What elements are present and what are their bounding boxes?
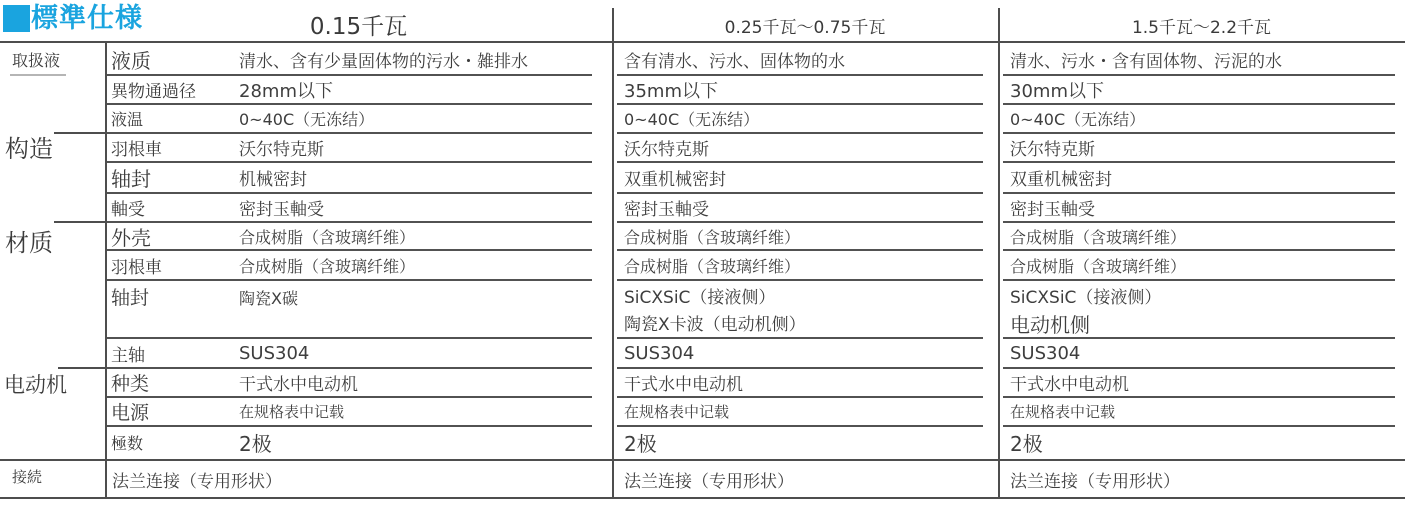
table-row — [615, 368, 993, 397]
cell-value — [1001, 280, 1401, 339]
group-divider-structure — [54, 132, 105, 134]
cell-value: 0~40C（无冻结） — [1010, 110, 1146, 129]
cell-value: SUS304 — [1010, 342, 1081, 364]
cell-value: 沃尔特克斯 — [1010, 140, 1095, 160]
row-label: 轴封 — [111, 287, 150, 309]
cell-value: 0~40C（无冻结） — [239, 110, 375, 129]
table-row — [615, 75, 993, 104]
row-label: 种类 — [111, 373, 150, 395]
table-row — [107, 397, 608, 426]
table-row — [615, 338, 993, 368]
cell-value: 密封玉軸受 — [624, 200, 709, 220]
table-row — [1001, 133, 1401, 162]
cell-value: 机械密封 — [239, 170, 307, 190]
column-header-1-5-2-2kw: 1.5千瓦～2.2千瓦 — [1131, 18, 1272, 38]
cell-value: 陶瓷X碳 — [239, 289, 298, 308]
cell-value: 在规格表中记载 — [624, 403, 730, 421]
table-row — [615, 426, 993, 459]
row-label: 主轴 — [111, 345, 145, 366]
table-row — [1001, 75, 1401, 104]
table-row — [1001, 250, 1401, 280]
cell-value: 密封玉軸受 — [1010, 200, 1095, 220]
group-label-connection: 接続 — [12, 468, 43, 486]
group-label-handled-liquid: 取扱液 — [12, 51, 61, 70]
table-row — [107, 250, 608, 280]
cell-value: 在规格表中记载 — [1010, 403, 1116, 421]
row-label: 液质 — [111, 48, 151, 73]
cell-value: 0~40C（无冻结） — [624, 110, 760, 129]
table-row — [107, 368, 608, 397]
table-row — [615, 104, 993, 133]
table-row — [107, 222, 608, 250]
table-row — [107, 459, 608, 499]
table-row — [615, 43, 993, 75]
cell-value: 合成树脂（含玻璃纤维） — [624, 227, 801, 247]
table-row — [615, 133, 993, 162]
cell-value: 28mm以下 — [239, 80, 333, 102]
cell-value: 沃尔特克斯 — [624, 140, 709, 160]
cell-value: 干式水中电动机 — [624, 375, 743, 395]
row-label: 轴封 — [111, 167, 151, 191]
cell-value: SUS304 — [239, 342, 310, 364]
group-label-material: 材质 — [5, 229, 53, 257]
row-label: 液温 — [111, 110, 144, 129]
cell-value: 法兰连接（专用形状） — [624, 471, 794, 492]
cell-value: 双重机械密封 — [624, 170, 726, 190]
table-row — [615, 459, 993, 499]
cell-value: 在规格表中记载 — [239, 403, 345, 421]
row-label: 外壳 — [111, 225, 151, 250]
table-row — [1001, 162, 1401, 193]
table-row — [1001, 368, 1401, 397]
group-divider-liquid — [10, 74, 66, 76]
group-divider-material — [54, 221, 105, 223]
row-label: 羽根車 — [111, 140, 162, 160]
column-0-25-0-75kw — [615, 43, 993, 499]
cell-value: 2极 — [624, 432, 657, 456]
cell-value: 法兰连接（专用形状） — [1010, 471, 1180, 492]
column-header-0-15kw: 0.15千瓦 — [309, 14, 408, 40]
table-row — [107, 43, 608, 75]
column-1-5-2-2kw — [1001, 43, 1401, 499]
table-row — [615, 162, 993, 193]
cell-value: 合成树脂（含玻璃纤维） — [239, 256, 416, 276]
title-square-icon — [3, 5, 30, 32]
column-divider-2 — [612, 8, 614, 497]
cell-value — [615, 280, 993, 339]
table-row — [615, 193, 993, 222]
cell-value-line1: SiCXSiC（接液侧） — [1010, 288, 1162, 308]
cell-value-line1: SiCXSiC（接液侧） — [624, 288, 776, 308]
row-label: 軸受 — [111, 200, 145, 220]
table-row — [1001, 459, 1401, 499]
cell-value: 清水、含有少量固体物的污水・雑排水 — [239, 51, 528, 72]
cell-value: 沃尔特克斯 — [239, 140, 324, 160]
cell-value: 2极 — [1010, 432, 1043, 456]
row-label: 異物通過径 — [111, 82, 196, 102]
table-row — [615, 222, 993, 250]
table-row — [107, 280, 608, 338]
table-row — [1001, 338, 1401, 368]
cell-value: 法兰连接（专用形状） — [112, 471, 282, 492]
cell-value: 合成树脂（含玻璃纤维） — [1010, 227, 1187, 247]
table-row — [1001, 426, 1401, 459]
cell-value: 干式水中电动机 — [1010, 375, 1129, 395]
table-row — [107, 104, 608, 133]
cell-value-line2: 陶瓷X卡波（电动机侧） — [624, 315, 806, 335]
cell-value: 双重机械密封 — [1010, 170, 1112, 190]
table-row — [107, 133, 608, 162]
row-label: 羽根車 — [111, 257, 162, 278]
cell-value: SUS304 — [624, 342, 695, 364]
table-row — [615, 397, 993, 426]
cell-value: 含有清水、污水、固体物的水 — [624, 51, 845, 72]
column-divider-3 — [998, 8, 1000, 497]
cell-value: 合成树脂（含玻璃纤维） — [624, 256, 801, 276]
cell-value: 35mm以下 — [624, 80, 718, 102]
table-row — [1001, 280, 1401, 338]
cell-value: 清水、污水・含有固体物、污泥的水 — [1010, 51, 1282, 72]
table-row — [1001, 397, 1401, 426]
column-0-15kw — [107, 43, 608, 499]
column-header-0-25-0-75kw: 0.25千瓦～0.75千瓦 — [724, 18, 886, 38]
table-row — [615, 250, 993, 280]
row-label: 極数 — [111, 434, 144, 453]
table-row — [1001, 43, 1401, 75]
table-row — [107, 426, 608, 459]
cell-value: 密封玉軸受 — [239, 200, 324, 220]
group-label-motor: 电动机 — [4, 373, 67, 397]
cell-value: 干式水中电动机 — [239, 375, 358, 395]
table-row — [107, 162, 608, 193]
table-row — [107, 338, 608, 368]
group-label-structure: 构造 — [5, 135, 53, 163]
table-row — [1001, 193, 1401, 222]
cell-value: 合成树脂（含玻璃纤维） — [239, 227, 416, 247]
cell-value-line2: 电动机侧 — [1010, 313, 1090, 337]
page-title-text: 標準仕様 — [31, 3, 143, 34]
row-label: 电源 — [111, 402, 150, 424]
table-row — [615, 280, 993, 338]
table-row — [107, 193, 608, 222]
table-row — [107, 75, 608, 104]
cell-value: 30mm以下 — [1010, 80, 1104, 102]
table-row — [1001, 222, 1401, 250]
table-row — [1001, 104, 1401, 133]
cell-value: 2极 — [239, 432, 272, 456]
cell-value: 合成树脂（含玻璃纤维） — [1010, 256, 1187, 276]
